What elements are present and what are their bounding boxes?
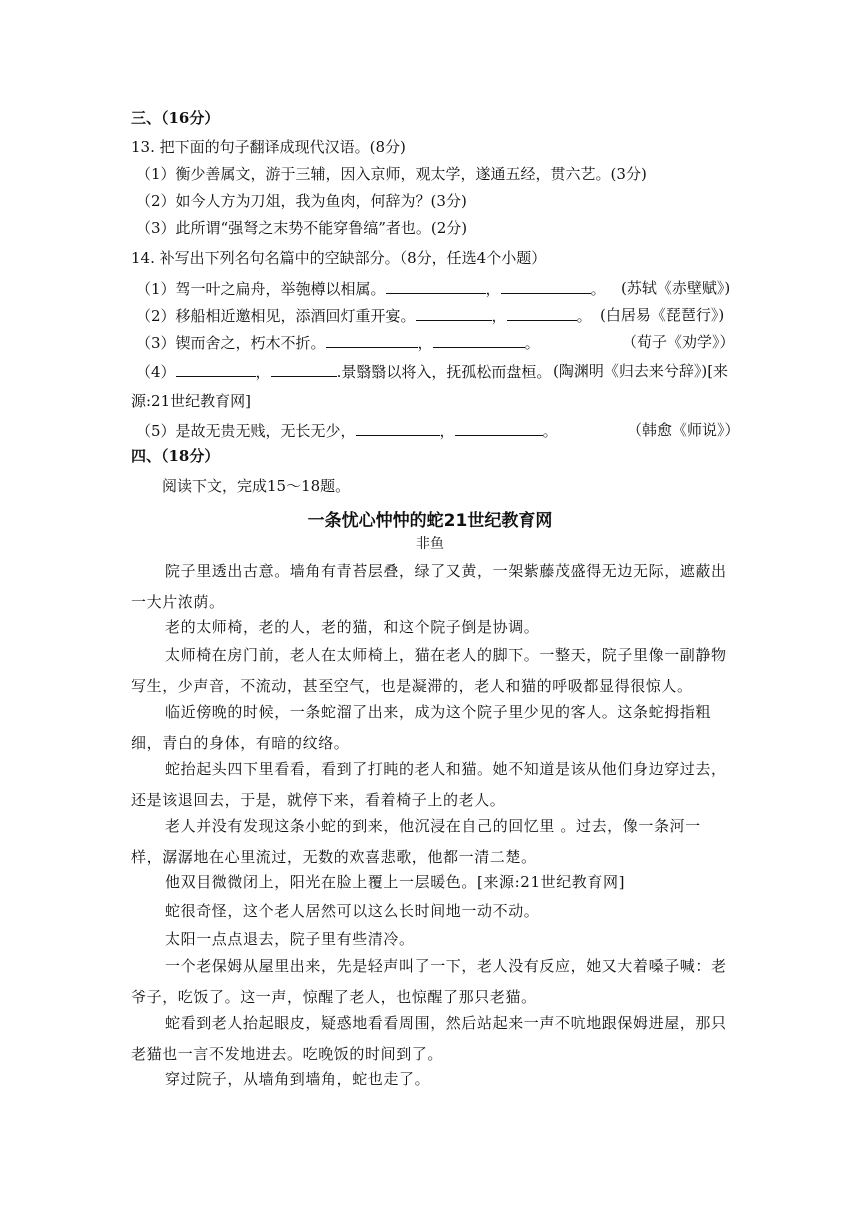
comma: ， [491,307,507,325]
q14-item-4-text: （4） [136,363,176,381]
q14-item-3-source: （荀子《劝学》） [622,333,735,351]
answer-blank [501,277,591,294]
answer-blank [386,277,486,294]
q14-item-3 [136,331,540,354]
paragraph-2: 老的太师椅，老的人，老的猫，和这个院子倒是协调。 [165,618,540,636]
answer-blank [416,304,492,321]
q14-item-4-source: (陶渊明《归去来兮辞》)[来 [553,362,729,380]
paragraph-3: 太师椅在房门前，老人在太师椅上，猫在老人的脚下。一整天，院子里像一副静物写生，少声音，不流动，甚至空气，也是凝滞的，老人和猫的呼吸都显得很惊人。 [131,646,727,695]
answer-blank [455,419,543,436]
q14-item-1-text: （1）驾一叶之扁舟，举匏樽以相属。 [136,280,386,298]
paragraph-5: 蛇抬起头四下里看看，看到了打盹的老人和猫。她不知道是该从他们身边穿过去，还是该退回去，于是，就停下来，看着椅子上的老人。 [131,760,727,809]
period: 。 [576,307,592,325]
answer-blank [326,331,418,348]
q13-item-2: （2）如今人方为刀俎，我为鱼肉，何辞为？(3分) [136,192,467,210]
paragraph-7: 他双目微微闭上，阳光在脸上覆上一层暖色。[来源:21世纪教育网] [165,873,626,891]
answer-blank [507,304,577,321]
q14-item-5 [136,419,558,442]
question-13-prompt: 13. 把下面的句子翻译成现代汉语。(8分) [131,138,406,156]
paragraph-9: 太阳一点点退去，院子里有些清冷。 [165,930,415,948]
paragraph-6: 老人并没有发现这条小蛇的到来，他沉浸在自己的回忆里 。过去，像一条河一样，潺潺地在心里流过，无数的欢喜悲歌，他都一清二楚。 [131,817,701,866]
paragraph-8: 蛇很奇怪，这个老人居然可以这么长时间地一动不动。 [165,902,540,920]
answer-blank [356,419,440,436]
comma: ， [417,334,433,352]
q14-item-5-text: （5）是故无贵无贱，无长无少， [136,422,356,440]
paragraph-10: 一个老保姆从屋里出来，先是轻声叫了一下，老人没有反应，她又大着嗓子喊：老爷子，吃饭了。这一声，惊醒了老人，也惊醒了那只老猫。 [131,957,727,1006]
paragraph-1: 院子里透出古意。墙角有青苔层叠，绿了又黄，一架紫藤茂盛得无边无际，遮蔽出一大片浓荫。 [131,562,727,611]
question-14-prompt: 14. 补写出下列名句名篇中的空缺部分。（8分，任选4个小题） [131,249,547,267]
q14-item-2 [136,304,592,327]
comma: ， [255,363,271,381]
q14-item-5-source: （韩愈《师说》） [627,421,740,439]
q14-item-2-source: (白居易《琵琶行》) [600,306,725,324]
answer-blank [271,360,337,377]
period: 。 [590,280,606,298]
answer-blank [433,331,525,348]
period: 。 [524,334,540,352]
paragraph-11: 蛇看到老人抬起眼皮，疑惑地看看周围，然后站起来一声不吭地跟保姆进屋，那只老猫也一言不发地进去。吃晚饭的时间到了。 [131,1014,727,1063]
comma: ， [485,280,501,298]
q13-item-1: （1）衡少善属文，游于三辅，因入京师，观太学，遂通五经，贯六艺。(3分) [136,165,647,183]
comma: ， [439,422,455,440]
q14-item-4-source-cont: 源:21世纪教育网] [131,392,251,410]
q14-item-4 [136,360,551,383]
q14-item-1 [136,277,606,300]
section-4-heading: 四、（18分） [131,447,220,465]
q14-item-4-after: .景翳翳以将入，抚孤松而盘桓。 [336,363,552,381]
article-title: 一条忧心忡忡的蛇21世纪教育网 [307,511,553,531]
q14-item-3-text: （3）锲而舍之，朽木不折。 [136,334,326,352]
q13-item-3: （3）此所谓“强弩之末势不能穿鲁缟”者也。(2分) [136,219,468,237]
period: 。 [542,422,558,440]
paragraph-4: 临近傍晚的时候，一条蛇溜了出来，成为这个院子里少见的客人。这条蛇拇指粗细，青白的身体，有暗的纹络。 [131,703,712,752]
q14-item-2-text: （2）移船相近邀相见，添酒回灯重开宴。 [136,307,416,325]
q14-item-1-source: (苏轼《赤壁赋》) [621,279,731,297]
paragraph-12: 穿过院子，从墙角到墙角，蛇也走了。 [165,1070,431,1088]
reading-instruction: 阅读下文，完成15～18题。 [162,477,351,495]
article-author: 非鱼 [416,536,444,552]
section-3-heading: 三、（16分） [131,109,220,127]
answer-blank [176,360,256,377]
